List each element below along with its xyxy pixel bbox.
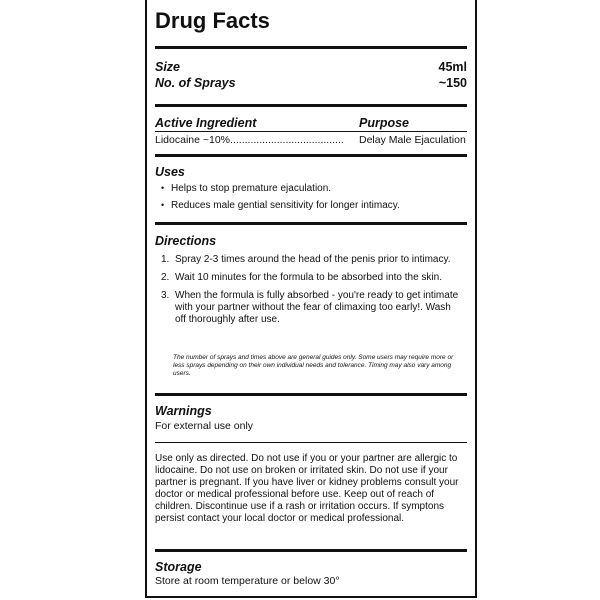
storage-header: Storage <box>155 560 202 574</box>
sprays-label: No. of Sprays <box>155 76 236 90</box>
list-item <box>161 254 461 266</box>
page-title: Drug Facts <box>155 8 270 33</box>
warnings-line: For external use only <box>155 420 254 432</box>
divider <box>155 104 467 107</box>
list-item: • Helps to stop premature ejaculation. <box>161 182 467 195</box>
ingredient-name: Lidocaine ~10% <box>155 134 231 146</box>
step-text: Wait 10 minutes for the formula to be absorbed into the skin. <box>175 272 442 283</box>
active-ingredient-header: Active Ingredient <box>155 116 257 130</box>
uses-header: Uses <box>155 165 185 179</box>
directions-note: The number of sprays and times above are general guides only. Some users may require more or less sprays depending on their own individual needs and tolerance. Timing may also vary among users. <box>173 354 454 377</box>
purpose-header: Purpose <box>359 116 410 130</box>
step-text: When the formula is fully absorbed - you're ready to get intimate with your partner without the fear of climaxing too early!. Wash off thoroughly after use. <box>175 290 459 325</box>
list-item <box>161 290 461 326</box>
warnings-header: Warnings <box>155 404 212 418</box>
divider <box>155 393 467 396</box>
list-item <box>161 272 461 284</box>
size-row <box>155 60 467 74</box>
directions-header: Directions <box>155 234 217 248</box>
ingredient-dots: ....................................... <box>230 134 344 146</box>
step-number: 1. <box>161 254 170 265</box>
size-label: Size <box>155 60 181 74</box>
directions-list <box>161 254 461 332</box>
divider <box>155 154 467 157</box>
storage-text: Store at room temperature or below 30° <box>155 575 340 587</box>
divider <box>155 46 467 49</box>
warnings-body: Use only as directed. Do not use if you or your partner are allergic to lidocaine. Do not use on broken or irritated skin. Do not use if your partner is pregnant. If you have liver or kidney problems consult your doctor or medical professional before use. Keep out of reach of children. Discontinue use if a rash or irritation occurs. If symptons persist contact your local doctor or medical professional. <box>155 453 459 524</box>
uses-list <box>161 182 467 216</box>
step-text: Spray 2-3 times around the head of the penis prior to intimacy. <box>175 254 451 265</box>
drug-facts-panel <box>145 0 477 598</box>
divider <box>155 549 467 552</box>
divider <box>155 131 467 132</box>
sprays-value: ~150 <box>438 76 467 90</box>
list-item: • Reduces male gential sensitivity for longer intimacy. <box>161 199 467 212</box>
size-value: 45ml <box>438 60 467 74</box>
step-number: 2. <box>161 272 170 283</box>
sprays-row <box>155 76 467 90</box>
purpose-text: Delay Male Ejaculation <box>359 134 466 146</box>
divider <box>155 222 467 225</box>
step-number: 3. <box>161 290 170 301</box>
ingredient-line <box>155 134 344 146</box>
divider <box>155 442 467 443</box>
